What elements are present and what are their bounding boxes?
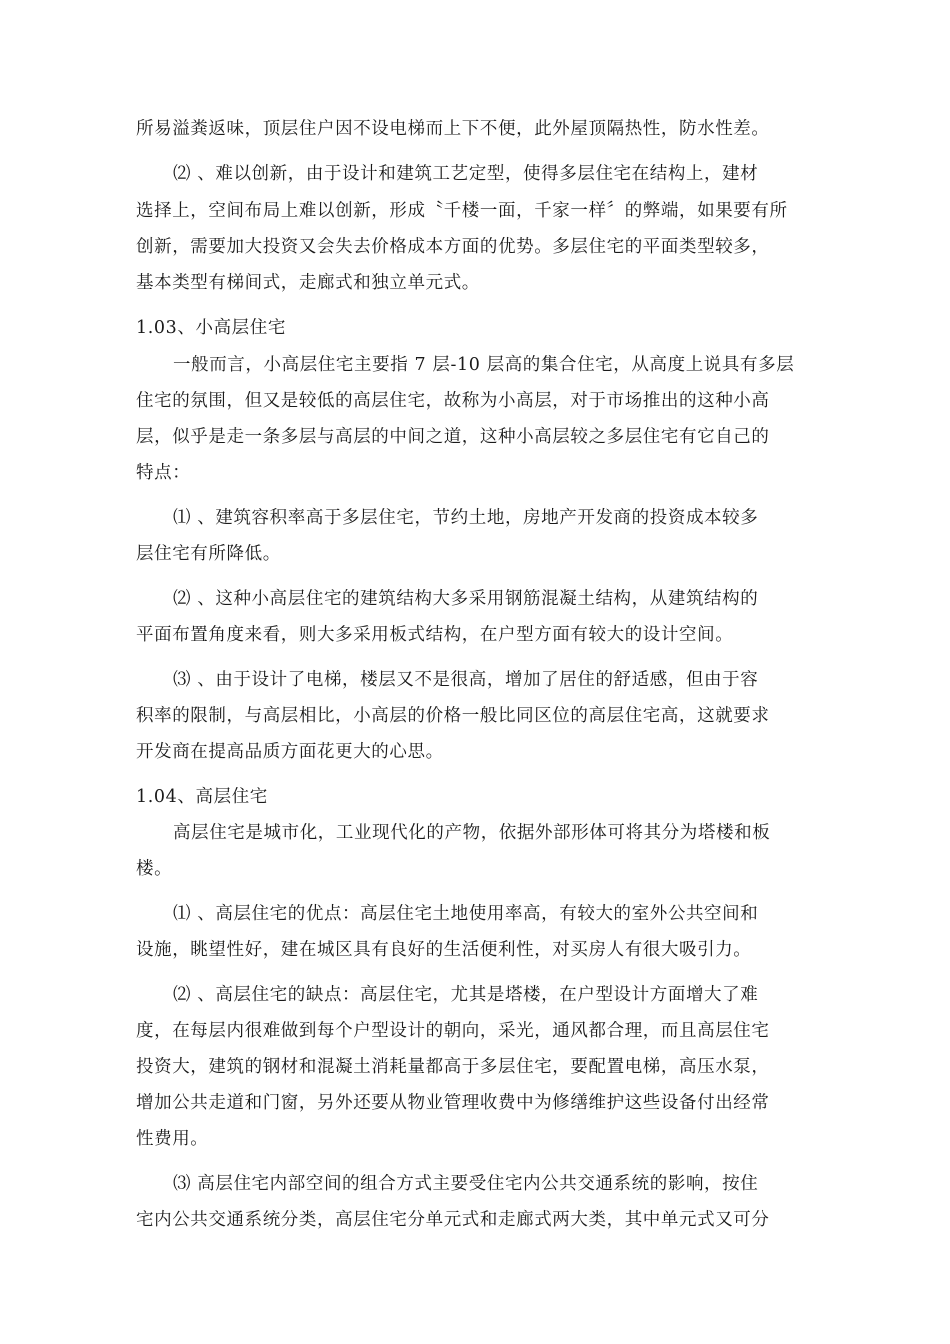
text-line: 积率的限制，与高层相比，小高层的价格一般比同区位的高层住宅高，这就要求 <box>136 706 770 726</box>
text-line: 所易溢粪返味，顶层住户因不设电梯而上下不便，此外屋顶隔热性，防水性差。 <box>136 119 770 139</box>
text-line: 平面布置角度来看，则大多采用板式结构，在户型方面有较大的设计空间。 <box>136 625 734 645</box>
text-line: 层，似乎是走一条多层与高层的中间之道，这种小高层较之多层住宅有它自己的 <box>136 427 770 447</box>
text-line: ⑴ 、建筑容积率高于多层住宅，节约土地，房地产开发商的投资成本较多 <box>173 508 759 528</box>
text-line: ⑵ 、难以创新，由于设计和建筑工艺定型，使得多层住宅在结构上，建材 <box>173 164 759 184</box>
text-line: 住宅的氛围，但又是较低的高层住宅，故称为小高层，对于市场推出的这种小高 <box>136 391 770 411</box>
text-line: ⑵ 、这种小高层住宅的建筑结构大多采用钢筋混凝土结构，从建筑结构的 <box>173 589 759 609</box>
text-line: 投资大，建筑的钢材和混凝土消耗量都高于多层住宅，要配置电梯，高压水泵， <box>136 1057 770 1077</box>
text-line: 性费用。 <box>136 1129 209 1149</box>
text-line: 选择上，空间布局上难以创新，形成〝千楼一面，千家一样〞的弊端，如果要有所 <box>136 201 788 221</box>
text-line: ⑶ 、由于设计了电梯，楼层又不是很高，增加了居住的舒适感，但由于容 <box>173 670 759 690</box>
text-line: 创新，需要加大投资又会失去价格成本方面的优势。多层住宅的平面类型较多， <box>136 237 770 257</box>
text-line: 设施，眺望性好，建在城区具有良好的生活便利性，对买房人有很大吸引力。 <box>136 940 752 960</box>
text-line: 层住宅有所降低。 <box>136 544 281 564</box>
text-line: 一般而言，小高层住宅主要指 7 层-10 层高的集合住宅，从高度上说具有多层 <box>173 355 795 375</box>
text-line: ⑶ 高层住宅内部空间的组合方式主要受住宅内公共交通系统的影响，按住 <box>173 1174 759 1194</box>
text-line: 增加公共走道和门窗，另外还要从物业管理收费中为修缮维护这些设备付出经常 <box>136 1093 770 1113</box>
text-line: 开发商在提高品质方面花更大的心思。 <box>136 742 444 762</box>
text-line: 基本类型有梯间式，走廊式和独立单元式。 <box>136 273 480 293</box>
text-line: ⑵ 、高层住宅的缺点：高层住宅，尤其是塔楼，在户型设计方面增大了难 <box>173 985 759 1005</box>
text-line: 宅内公共交通系统分类，高层住宅分单元式和走廊式两大类，其中单元式又可分 <box>136 1210 770 1230</box>
text-line: 高层住宅是城市化，工业现代化的产物，依据外部形体可将其分为塔楼和板 <box>173 823 771 843</box>
section-heading: 1.03、小高层住宅 <box>136 318 286 338</box>
section-heading: 1.04、高层住宅 <box>136 787 268 807</box>
text-line: 特点： <box>136 463 191 483</box>
text-line: 楼。 <box>136 859 173 879</box>
text-line: ⑴ 、高层住宅的优点：高层住宅土地使用率高，有较大的室外公共空间和 <box>173 904 759 924</box>
text-line: 度，在每层内很难做到每个户型设计的朝向，采光，通风都合理，而且高层住宅 <box>136 1021 770 1041</box>
